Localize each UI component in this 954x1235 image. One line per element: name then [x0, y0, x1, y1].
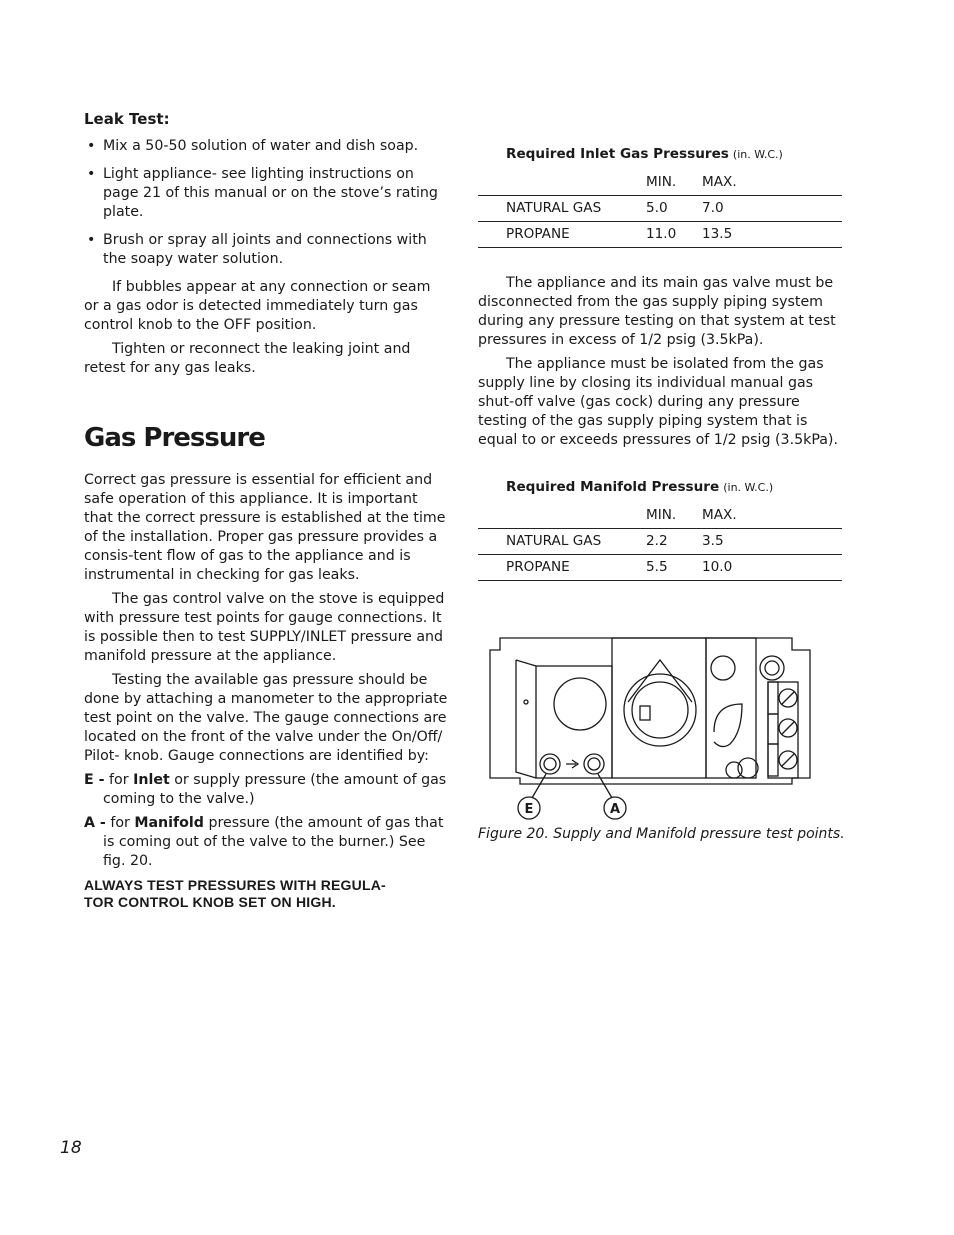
control-knob-outer [624, 674, 696, 746]
cell-max: 7.0 [702, 196, 842, 222]
leak-bubbles-paragraph: If bubbles appear at any connection or seam or a gas odor is detected immediately turn gas control knob to the OFF position. [84, 279, 431, 333]
screw-slot-2 [782, 722, 794, 734]
disconnect-paragraph: The appliance and its main gas valve must be disconnected from the gas supply piping system during any pressure testing on that system at test pressures in excess of 1/2 psig (3.5kPa). [478, 275, 836, 348]
table-row [478, 555, 842, 581]
cell-min: 5.0 [646, 196, 702, 222]
cell-max: 13.5 [702, 222, 842, 248]
knob-indicator [640, 706, 650, 720]
header-min: MIN. [646, 170, 702, 196]
terminal-port-inner [765, 661, 779, 675]
table-row [478, 196, 842, 222]
cell-gas: NATURAL GAS [478, 196, 646, 222]
leak-step-2: • Light appliance- see lighting instructions on page 21 of this manual or on the stove’s rating plate. [84, 165, 448, 222]
gas-valve-diagram [486, 632, 816, 824]
label-a: A [609, 802, 621, 817]
inlet-table-title-text: Required Inlet Gas Pressures [506, 146, 729, 162]
manifold-table-block [478, 478, 843, 581]
inlet-test-point-inner [544, 758, 556, 770]
gas-valve-paragraph: The gas control valve on the stove is equipped with pressure test points for gauge connections. It is possible then to test SUPPLY/INLET pressure and manifold pressure at the appliance. [84, 591, 445, 664]
leak-step-3: • Brush or spray all joints and connections with the soapy water solution. [84, 231, 448, 269]
definition-e-text: or supply pressure (the amount of gas coming to the valve.) [103, 772, 447, 807]
header-gas [478, 170, 646, 196]
inlet-pressure-table [478, 170, 842, 248]
table-header-row [478, 503, 842, 529]
right-column [478, 145, 843, 581]
definition-a-bold: Manifold [134, 815, 204, 831]
inlet-test-point [540, 754, 560, 774]
manifold-table-title-text: Required Manifold Pressure [506, 479, 720, 495]
left-bevel [516, 660, 536, 778]
small-hole-icon [524, 700, 528, 704]
cell-gas: NATURAL GAS [478, 529, 646, 555]
cell-max: 3.5 [702, 529, 842, 555]
table-row [478, 529, 842, 555]
cell-max: 10.0 [702, 555, 842, 581]
header-max: MAX. [702, 170, 842, 196]
terminal-tab-3 [768, 744, 778, 776]
terminal-port [760, 656, 784, 680]
isolation-text [478, 274, 843, 450]
manifold-table-title [478, 478, 843, 497]
screw-slot-3 [782, 754, 794, 766]
terminal-tab-2 [768, 714, 778, 744]
testing-paragraph: Testing the available gas pressure should be done by attaching a manometer to the appropriate test point on the valve. The gauge connections are located on the front of the valve under the On/Off/ Pilot- knob. Gauge connections are identified by: [84, 672, 448, 764]
label-e: E [524, 802, 534, 817]
manifold-test-point-inner [588, 758, 600, 770]
warning-line-1: ALWAYS TEST PRESSURES WITH REGULA- [84, 877, 386, 893]
control-knob-block [612, 638, 706, 778]
manifold-table-unit: (in. W.C.) [723, 481, 774, 494]
definition-a-letter: A - [84, 815, 106, 831]
wire-cutout [714, 704, 742, 747]
bottom-port [726, 762, 742, 778]
header-max: MAX. [702, 503, 842, 529]
gas-pressure-title: Gas Pressure [84, 423, 265, 453]
screw-slot-1 [782, 692, 794, 704]
figure-caption: Figure 20. Supply and Manifold pressure test points. [478, 826, 845, 842]
cell-min: 11.0 [646, 222, 702, 248]
definition-a [84, 814, 448, 871]
manifold-pressure-table [478, 503, 842, 581]
top-right-port [711, 656, 735, 680]
definition-e-pre: for [109, 772, 129, 788]
table-row [478, 222, 842, 248]
manifold-test-point [584, 754, 604, 774]
header-min: MIN. [646, 503, 702, 529]
definition-e [84, 771, 448, 809]
cell-min: 5.5 [646, 555, 702, 581]
page-number: 18 [60, 1138, 82, 1158]
isolate-paragraph: The appliance must be isolated from the gas supply line by closing its individual manual gas shut-off valve (gas cock) during any pressure testing of the gas supply piping system that is equal to or exceeds pressures of 1/2 psig (3.5kPa). [478, 356, 838, 448]
definition-a-text: pressure (the amount of gas that is coming out of the valve to the burner.) See fig. 20. [103, 815, 444, 869]
bottom-port-2 [738, 758, 758, 778]
cell-min: 2.2 [646, 529, 702, 555]
gas-pressure-intro: Correct gas pressure is essential for efficient and safe operation of this appliance. It is important that the correct pressure is established at the time of the installation. Proper gas pressure provides a consis-tent flow of gas to the appliance and is instrumental in checking for gas leaks. [84, 472, 446, 583]
leak-step-1: • Mix a 50-50 solution of water and dish soap. [84, 137, 448, 156]
leak-test-heading: Leak Test: [84, 110, 170, 128]
cell-gas: PROPANE [478, 555, 646, 581]
pressure-warning [84, 877, 448, 911]
warning-line-2: TOR CONTROL KNOB SET ON HIGH. [84, 894, 336, 910]
terminal-tab-1 [768, 682, 778, 714]
left-dial [554, 678, 606, 730]
cell-gas: PROPANE [478, 222, 646, 248]
leak-retest-paragraph: Tighten or reconnect the leaking joint and retest for any gas leaks. [84, 341, 411, 376]
table-header-row [478, 170, 842, 196]
definition-e-bold: Inlet [133, 772, 170, 788]
left-column [84, 110, 448, 911]
definition-e-letter: E - [84, 772, 105, 788]
definition-a-pre: for [110, 815, 130, 831]
leak-test-steps [84, 137, 448, 269]
inlet-table-unit: (in. W.C.) [732, 148, 783, 161]
header-gas [478, 503, 646, 529]
inlet-table-title [478, 145, 843, 164]
terminal-block [768, 682, 798, 778]
flow-arrow-icon [566, 760, 578, 768]
